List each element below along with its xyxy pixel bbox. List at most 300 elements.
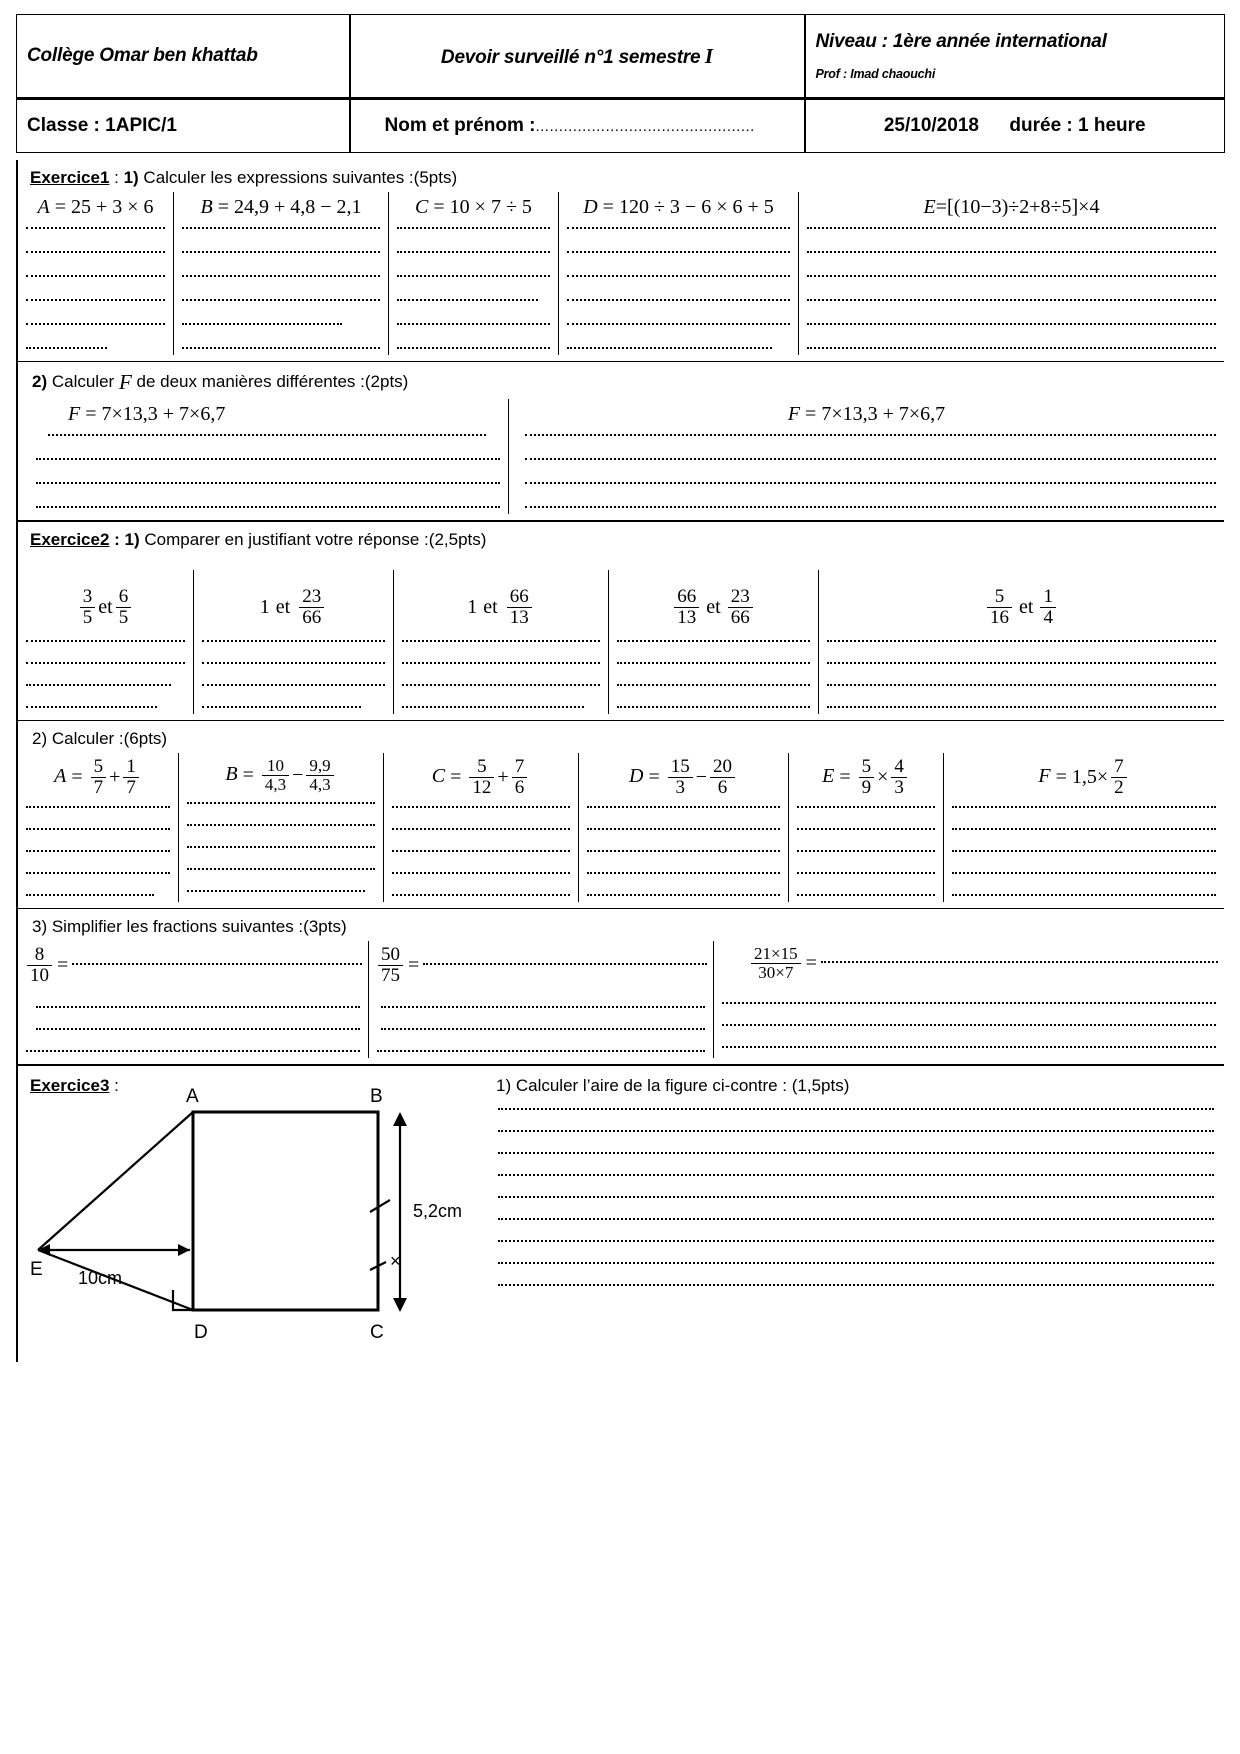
- answer-line[interactable]: [587, 872, 780, 874]
- frac-denominator: 2: [1111, 777, 1127, 798]
- frac-denominator: 30×7: [751, 963, 801, 982]
- answer-line[interactable]: [587, 894, 780, 896]
- answer-line[interactable]: [807, 275, 1216, 277]
- answer-line[interactable]: [567, 227, 790, 229]
- fraction: [469, 757, 494, 798]
- header-date-cell: [805, 99, 1225, 153]
- frac-numerator: 5: [93, 756, 104, 777]
- exercice1-q2-var: F: [118, 370, 132, 394]
- fraction: [859, 757, 875, 798]
- header-class-cell: [17, 99, 350, 153]
- calc-column-B: [178, 753, 383, 902]
- answer-line[interactable]: [402, 684, 600, 686]
- frac-numerator: 3: [82, 585, 93, 607]
- answer-line[interactable]: [617, 662, 810, 664]
- answer-line[interactable]: [498, 1240, 1214, 1242]
- expression-D: [565, 192, 792, 227]
- expression-F-left: F = 7×13,3 + 7×6,7: [68, 403, 226, 425]
- answer-line[interactable]: [567, 251, 790, 253]
- answer-line[interactable]: [525, 458, 1216, 460]
- frac-denominator: 13: [507, 607, 532, 628]
- answer-line[interactable]: [952, 850, 1216, 852]
- exercice1-q1-num: 1): [123, 168, 139, 187]
- exercice2-q2-section: [18, 721, 1224, 909]
- answer-line[interactable]: [525, 506, 1216, 508]
- frac-denominator: 4,3: [262, 775, 289, 794]
- answer-line[interactable]: [952, 894, 1216, 896]
- answer-line[interactable]: [827, 662, 1216, 664]
- answer-line[interactable]: [797, 828, 935, 830]
- simplify-cell-2: [368, 941, 713, 1058]
- answer-line[interactable]: [397, 323, 550, 325]
- answer-line[interactable]: [26, 850, 170, 852]
- expr-column-D: [558, 192, 798, 355]
- comparison-cell-2: [193, 570, 393, 714]
- answer-line[interactable]: [498, 1152, 1214, 1154]
- header-level-cell: [805, 15, 1225, 99]
- fraction: [262, 757, 289, 794]
- expr-column-B: [173, 192, 388, 355]
- calc-operator: −: [292, 763, 304, 786]
- answer-line[interactable]: [392, 828, 570, 830]
- frac-denominator: 7: [91, 777, 107, 798]
- height-dimension-label: 5,2cm: [413, 1200, 463, 1221]
- calc-operator: +: [497, 765, 509, 788]
- simplify-expression: [375, 941, 707, 988]
- answer-line[interactable]: [381, 1006, 705, 1008]
- exercice1-q1-section: [18, 160, 1224, 362]
- exam-duration: durée : 1 heure: [1009, 115, 1146, 136]
- answer-line[interactable]: [827, 640, 1216, 642]
- exercice1-heading: [18, 166, 1224, 192]
- answer-line[interactable]: [722, 1024, 1216, 1026]
- frac-numerator: 5: [861, 756, 872, 777]
- exercice1-q2-heading: [18, 368, 1224, 399]
- answer-line[interactable]: [26, 684, 171, 686]
- exercice3-q1-text: 1) Calculer l’aire de la figure ci-contre : (1,5pts): [496, 1075, 850, 1095]
- frac-numerator: 1: [1043, 585, 1053, 607]
- comparison-cell-3: [393, 570, 608, 714]
- tick-mark-label: ×: [390, 1250, 401, 1271]
- geometry-figure: [18, 1072, 488, 1362]
- answer-line[interactable]: [26, 251, 165, 253]
- comparison-expression: [400, 570, 602, 640]
- exercice2-simplify-columns: [18, 941, 1224, 1058]
- comparison-connector: et: [275, 595, 291, 618]
- answer-line[interactable]: [587, 850, 780, 852]
- expression-F-right: F = 7×13,3 + 7×6,7: [787, 403, 946, 425]
- frac-numerator: 20: [713, 756, 732, 777]
- exam-header-table: [16, 14, 1225, 153]
- expr-body-A: = 25 + 3 × 6: [54, 196, 154, 218]
- comparison-expression: [615, 570, 812, 640]
- answer-line[interactable]: [498, 1130, 1214, 1132]
- calc-var: B: [225, 762, 238, 785]
- expr-body-D: = 120 ÷ 3 − 6 × 6 + 5: [602, 196, 774, 218]
- school-name: Collège Omar ben khattab: [27, 45, 258, 66]
- frac-denominator: 4,3: [306, 775, 333, 794]
- fraction: [512, 757, 528, 798]
- comparison-integer: 1: [467, 595, 478, 618]
- frac-numerator: 21×15: [754, 943, 798, 963]
- answer-line[interactable]: [587, 806, 780, 808]
- answer-line[interactable]: [202, 640, 385, 642]
- answer-line[interactable]: [72, 963, 362, 965]
- frac-numerator: 23: [730, 585, 750, 607]
- answer-line[interactable]: [182, 275, 380, 277]
- comparison-expression: [200, 570, 387, 640]
- answer-line[interactable]: [402, 640, 600, 642]
- comparison-cell-5: [818, 570, 1224, 714]
- answer-line[interactable]: [392, 850, 570, 852]
- answer-line[interactable]: [827, 706, 1216, 708]
- answer-line[interactable]: [381, 1028, 705, 1030]
- answer-line[interactable]: [187, 868, 375, 870]
- vertex-label-E: E: [30, 1258, 43, 1280]
- calc-var: D: [628, 765, 644, 788]
- expr-var-E: E: [923, 196, 936, 218]
- frac-denominator: 16: [987, 607, 1012, 628]
- frac-denominator: 75: [378, 965, 403, 986]
- exercice1-sep: :: [109, 168, 124, 187]
- level-text: Niveau : 1ère année international: [815, 31, 1107, 52]
- vertex-label-C: C: [370, 1321, 384, 1343]
- answer-line[interactable]: [182, 227, 380, 229]
- fraction: [751, 945, 801, 982]
- exercice2-q1-num: 1): [124, 530, 140, 549]
- exam-title: Devoir surveillé n°1 semestre: [440, 46, 701, 68]
- answer-line[interactable]: [397, 275, 550, 277]
- equals-sign: =: [408, 953, 420, 976]
- answer-line[interactable]: [952, 872, 1216, 874]
- answer-line[interactable]: [525, 482, 1216, 484]
- exercice2-calculation-columns: [18, 753, 1224, 902]
- exercice1-q2-section: [18, 362, 1224, 522]
- answer-line[interactable]: [397, 251, 550, 253]
- calc-var: A: [54, 765, 67, 788]
- answer-line[interactable]: [397, 347, 550, 349]
- calc-column-A: [18, 753, 178, 902]
- exercice2-comparison-columns: [18, 570, 1224, 714]
- expr-column-A: [18, 192, 173, 355]
- answer-line[interactable]: [821, 961, 1218, 963]
- simplify-expression: [720, 941, 1218, 984]
- answer-line[interactable]: [26, 872, 170, 874]
- calc-var: E: [822, 765, 835, 788]
- frac-denominator: 6: [512, 777, 528, 798]
- answer-line[interactable]: [48, 434, 486, 436]
- frac-denominator: 7: [123, 777, 139, 798]
- exercice2-q1-text: Comparer en justifiant votre réponse :(2,5pts): [139, 530, 487, 549]
- frac-denominator: 10: [27, 965, 52, 986]
- f-column-right: [508, 399, 1224, 514]
- answer-line[interactable]: [187, 802, 375, 804]
- frac-denominator: 3: [668, 777, 693, 798]
- answer-line[interactable]: [36, 1028, 360, 1030]
- answer-line[interactable]: [392, 894, 570, 896]
- exercice3-section: [18, 1066, 1224, 1362]
- answer-line[interactable]: [423, 963, 707, 965]
- exercice1-expression-columns: [18, 192, 1224, 355]
- answer-line[interactable]: [402, 662, 600, 664]
- fraction: [306, 757, 333, 794]
- exercice2-heading: [18, 528, 1224, 554]
- vertex-label-A: A: [186, 1085, 199, 1107]
- exercice2-title: Exercice2: [30, 530, 110, 549]
- frac-numerator: 5: [477, 756, 487, 777]
- answer-line[interactable]: [36, 506, 500, 508]
- fraction: [378, 945, 403, 986]
- answer-line[interactable]: [587, 828, 780, 830]
- answer-line[interactable]: [498, 1108, 1214, 1110]
- exercice1-q1-text: Calculer les expressions suivantes :(5pts): [138, 168, 458, 187]
- exercice2-q1-section: [18, 522, 1224, 721]
- frac-numerator: 9,9: [309, 756, 331, 775]
- answer-line[interactable]: [26, 1050, 360, 1052]
- answer-line[interactable]: [202, 684, 385, 686]
- fraction: [891, 757, 907, 798]
- answer-line[interactable]: [567, 323, 790, 325]
- answer-line[interactable]: [187, 890, 365, 892]
- fraction: [674, 587, 699, 628]
- simplify-cell-1: [18, 941, 368, 1058]
- frac-denominator: 6: [710, 777, 735, 798]
- exercice1-q2-text2: de deux manières différentes :(2pts): [131, 371, 409, 391]
- answer-line[interactable]: [397, 299, 538, 301]
- answer-line[interactable]: [26, 706, 157, 708]
- answer-line[interactable]: [402, 706, 584, 708]
- fraction: [987, 587, 1012, 628]
- exercice1-q2-num: 2): [32, 371, 48, 391]
- answer-line[interactable]: [202, 706, 361, 708]
- frac-denominator: 66: [728, 607, 753, 628]
- answer-line[interactable]: [187, 824, 375, 826]
- calculation-A: A = $\frac{5}{7}$ + $\frac{1}{7}$: [24, 753, 172, 806]
- answer-line[interactable]: [392, 872, 570, 874]
- expr-var-B: B: [200, 196, 213, 218]
- answer-line[interactable]: [498, 1284, 1214, 1286]
- fraction: [710, 757, 735, 798]
- answer-line[interactable]: [36, 482, 500, 484]
- frac-denominator: 13: [674, 607, 699, 628]
- answer-line[interactable]: [202, 662, 385, 664]
- classe-text: Classe : 1APIC/1: [27, 115, 177, 136]
- answer-line[interactable]: [722, 1002, 1216, 1004]
- teacher-name: Prof : Imad chaouchi: [815, 67, 936, 81]
- calc-lead-number: 1,5: [1071, 765, 1097, 788]
- answer-line[interactable]: [498, 1262, 1214, 1264]
- answer-line[interactable]: [26, 894, 154, 896]
- calculation-C: C = $\frac{5}{12}$ + $\frac{7}{6}$: [390, 753, 572, 806]
- answer-line[interactable]: [807, 251, 1216, 253]
- answer-line[interactable]: [617, 684, 810, 686]
- frac-denominator: 3: [891, 777, 907, 798]
- frac-numerator: 50: [381, 943, 400, 965]
- fraction: [27, 945, 52, 986]
- fraction: [507, 587, 532, 628]
- comparison-connector: et: [98, 595, 113, 618]
- comparison-connector: et: [483, 595, 498, 618]
- expr-column-C: [388, 192, 558, 355]
- fraction: [1040, 587, 1056, 628]
- exercice2-q2-heading: 2) Calculer :(6pts): [32, 729, 168, 748]
- simplify-cell-3: [713, 941, 1224, 1058]
- answer-line[interactable]: [567, 275, 790, 277]
- exercice2-q3-section: [18, 909, 1224, 1066]
- expression-C: [395, 192, 552, 227]
- answer-line[interactable]: [182, 323, 342, 325]
- name-label: Nom et prénom :: [384, 115, 536, 136]
- header-title-cell: [350, 15, 805, 99]
- frac-denominator: 66: [299, 607, 324, 628]
- answer-line[interactable]: [26, 806, 170, 808]
- answer-line[interactable]: [807, 323, 1216, 325]
- calc-column-F: [943, 753, 1224, 902]
- calc-var: F: [1038, 765, 1051, 788]
- exercice3-answer-area: [488, 1072, 1224, 1362]
- answer-line[interactable]: [182, 251, 380, 253]
- answer-line[interactable]: [498, 1218, 1214, 1220]
- calc-operator: −: [695, 765, 707, 788]
- expr-body-E: =[(10−3)÷2+8÷5]×4: [935, 196, 1100, 218]
- answer-line[interactable]: [952, 806, 1216, 808]
- answer-line[interactable]: [182, 299, 380, 301]
- answer-line[interactable]: [722, 1046, 1216, 1048]
- expr-body-C: = 10 × 7 ÷ 5: [433, 196, 532, 218]
- base-dimension-label: 10cm: [78, 1267, 123, 1288]
- calc-operator: +: [109, 765, 121, 788]
- answer-line[interactable]: [797, 872, 935, 874]
- expr-var-C: C: [415, 196, 429, 218]
- exercice2-q3-heading: 3) Simplifier les fractions suivantes :(3pts): [32, 916, 347, 936]
- answer-line[interactable]: [26, 347, 107, 349]
- frac-numerator: 15: [670, 756, 690, 777]
- frac-denominator: 12: [469, 777, 494, 798]
- frac-numerator: 5: [994, 585, 1005, 607]
- fraction: [91, 757, 107, 798]
- answer-line[interactable]: [952, 828, 1216, 830]
- comparison-integer: 1: [259, 595, 270, 618]
- answer-line[interactable]: [36, 1006, 360, 1008]
- answer-line[interactable]: [397, 227, 550, 229]
- fraction: [728, 587, 753, 628]
- frac-denominator: 5: [80, 607, 96, 628]
- calc-column-E: [788, 753, 943, 902]
- exercice1-q2-text: Calculer: [47, 371, 119, 391]
- header-school-cell: [17, 15, 350, 99]
- name-input-dots[interactable]: ...............................................: [535, 118, 755, 135]
- frac-numerator: 10: [266, 756, 284, 775]
- frac-denominator: 4: [1040, 607, 1056, 628]
- fraction: [123, 757, 139, 798]
- answer-line[interactable]: [617, 706, 810, 708]
- expr-column-E: [798, 192, 1224, 355]
- comparison-connector: et: [706, 595, 721, 618]
- answer-line[interactable]: [807, 347, 1216, 349]
- expr-var-A: A: [37, 196, 50, 218]
- frac-numerator: 1: [126, 756, 136, 777]
- vertex-label-D: D: [194, 1321, 208, 1343]
- answer-line[interactable]: [797, 894, 935, 896]
- comparison-connector: et: [1019, 595, 1034, 618]
- vertex-label-B: B: [370, 1085, 383, 1107]
- comparison-cell-1: [18, 570, 193, 714]
- equals-sign: =: [805, 951, 817, 974]
- answer-line[interactable]: [807, 227, 1216, 229]
- answer-line[interactable]: [827, 684, 1216, 686]
- exercice1-q2-columns: [18, 399, 1224, 514]
- calc-operator: ×: [877, 765, 889, 788]
- exercice3-figure-area: [18, 1072, 488, 1362]
- comparison-expression: [825, 570, 1218, 640]
- answer-line[interactable]: [498, 1174, 1214, 1176]
- equals-sign: =: [57, 953, 69, 976]
- expression-B: [180, 192, 382, 227]
- exercice3-layout: [18, 1072, 1224, 1362]
- calculation-E: E = $\frac{5}{9}$ × $\frac{4}{3}$: [795, 753, 937, 806]
- answer-line[interactable]: [567, 347, 772, 349]
- answer-line[interactable]: [26, 640, 185, 642]
- fraction: [116, 587, 132, 628]
- frac-numerator: 23: [302, 585, 322, 607]
- answer-line[interactable]: [525, 434, 1216, 436]
- expression-A: [24, 192, 167, 227]
- answer-line[interactable]: [797, 806, 935, 808]
- answer-line[interactable]: [26, 227, 165, 229]
- calc-var: C: [431, 765, 446, 788]
- expression-E: [805, 192, 1218, 227]
- answer-line[interactable]: [182, 347, 380, 349]
- exam-body-frame: [16, 160, 1224, 1362]
- answer-line[interactable]: [187, 846, 375, 848]
- calculation-F: F = 1,5× $\frac{7}{2}$: [950, 753, 1218, 806]
- answer-line[interactable]: [26, 299, 165, 301]
- answer-line[interactable]: [26, 275, 165, 277]
- frac-numerator: 66: [509, 585, 529, 607]
- exercice3-heading: [18, 1072, 119, 1100]
- frac-numerator: 66: [677, 585, 697, 607]
- calc-column-D: [578, 753, 788, 902]
- exercice1-title: Exercice1: [30, 168, 110, 187]
- answer-line[interactable]: [26, 662, 185, 664]
- answer-line[interactable]: [567, 299, 790, 301]
- header-name-cell[interactable]: [350, 99, 805, 153]
- calculation-D: D = $\frac{15}{3}$ − $\frac{20}{6}$: [585, 753, 782, 806]
- answer-line[interactable]: [36, 458, 500, 460]
- answer-line[interactable]: [392, 806, 570, 808]
- simplify-expression: [24, 941, 362, 988]
- answer-line[interactable]: [498, 1196, 1214, 1198]
- answer-line[interactable]: [26, 323, 165, 325]
- expr-body-B: = 24,9 + 4,8 − 2,1: [217, 196, 362, 218]
- fraction: [1111, 757, 1127, 798]
- semester-numeral: I: [704, 43, 714, 68]
- answer-line[interactable]: [617, 640, 810, 642]
- exercice2-sep: :: [109, 530, 125, 549]
- answer-line[interactable]: [807, 299, 1216, 301]
- frac-denominator: 5: [116, 607, 132, 628]
- answer-line[interactable]: [377, 1050, 705, 1052]
- comparison-cell-4: [608, 570, 818, 714]
- expr-var-D: D: [583, 196, 598, 218]
- answer-line[interactable]: [26, 828, 170, 830]
- fraction: [668, 757, 693, 798]
- answer-line[interactable]: [797, 850, 935, 852]
- exercice3-sep: :: [109, 1075, 119, 1095]
- exam-date: 25/10/2018: [883, 115, 979, 136]
- calc-column-C: [383, 753, 578, 902]
- exercice3-title: Exercice3: [30, 1075, 110, 1095]
